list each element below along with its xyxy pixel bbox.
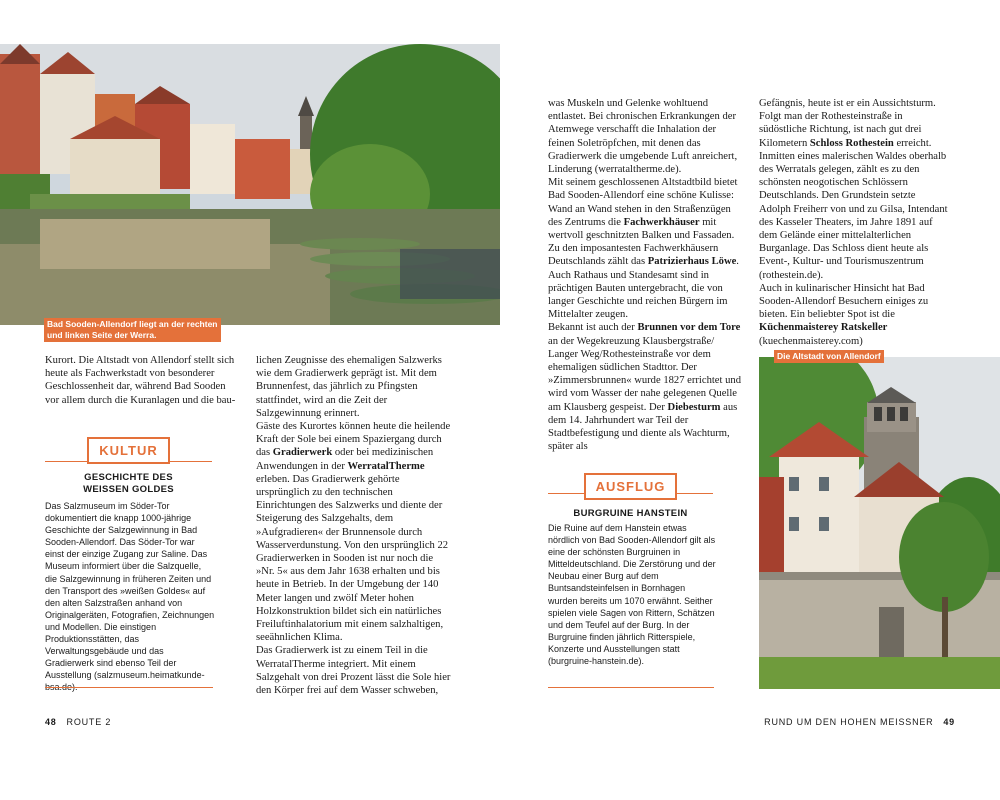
caption-line-2: und linken Seite der Werra. [47, 330, 157, 340]
right-footer [764, 717, 955, 727]
caption-line-1: Bad Sooden-Allendorf liegt an der rechten [47, 319, 218, 329]
river-photo [0, 44, 500, 325]
left-column-2 [256, 354, 452, 697]
ausflug-box-text: Die Ruine auf dem Hanstein etwas nördlich von Bad Sooden-Allendorf gilt als eine der schönsten Burgruinen in Mitteldeutschland. Die Zerstörung und der Neubau einer Burg auf dem Buntsandsteinfelsen in Bornhagen wurden bereits um 1070 erwähnt. Seither spielen viele Sagen von Rittern, Schätzen und dem Teufel auf der Burg. In der Burgruine finden jährlich Ritterspiele, Konzerte und Ausstellungen statt (burgruine-hanstein.de). [548, 523, 716, 667]
kultur-box-header [45, 437, 212, 496]
col2-p3: Das Gradierwerk ist zu einem Teil in die WerratalTherme integriert. Mit einem Salzgehalt von drei Prozent lässt die Sole hier den Körper frei auf dem Wasser schweben, [256, 645, 451, 697]
river-photo-caption [44, 318, 221, 342]
kultur-box-text: Das Salzmuseum im Söder-Tor dokumentiert die knapp 1000-jährige Geschichte der Salzgewinnung in Bad Sooden-Allendorf. Das Söder-Tor war einst der einzige Zugang zur Saline. Das Museum informiert über die Salzquelle, die Salzgewinnung in früheren Zeiten und den Transport des »weißen Goldes« auf den alten Salzstraßen anhand von Originalgeräten, Fotografien, Zeichnungen und Modellen. Die einstigen Produktionsstätten, das Verwaltungsgebäude und das Gradierwerk sind ebenso Teil der Ausstellung (salzmuseum.heimatkunde- [45, 501, 215, 681]
ausflug-title: BURGRUINE HANSTEIN [573, 508, 688, 519]
col3-p2: Mit seinem geschlossenen Altstadtbild bietet Bad Sooden-Allendorf eine schöne Kulisse: Wand an Wand stehen in den Straßenzügen des Zentrums die Fachwerkhäuser mit wertvoll geschnitzten Balken und Fassaden. Zu den imposantesten Fachwerkhäusern Deutschlands zählt das Patrizierhaus Löwe. Auch Rathaus und Standesamt sind in prächtigen Bauten untergebracht, die von langer Geschichte und reichen Bürgern im Mittelalter zeugen. [548, 177, 739, 321]
col1-paragraph: Kurort. Die Altstadt von Allendorf stellt sich heute als Fachwerkstadt von besonderer Geschlossenheit dar, während Bad Sooden vor allem durch die Kuranlagen und die bau- [45, 355, 236, 406]
col2-p1: lichen Zeugnisse des ehemaligen Salzwerks wie dem Gradierwerk geprägt ist. Mit dem Brunnenfest, das jährlich zu Pfingsten stattfindet, wird an die Zeit der Salzgewinnung erinnert. [256, 355, 442, 419]
ausflug-box-bottom-line [548, 687, 714, 688]
left-page-number: 48 [45, 717, 57, 727]
col4-p2: Auch in kulinarischer Hinsicht hat Bad Sooden-Allendorf Besuchern einiges zu bieten. Ein beliebter Spot ist die Küchenmaisterey Ratskeller (kuechenmaisterey.com) [759, 282, 929, 347]
col4-p1: Gefängnis, heute ist er ein Aussichtsturm. Folgt man der Rothesteinstraße in südöstliche Richtung, ist nach gut drei Kilometern Schloss Rothestein erreicht. Inmitten eines malerischen Waldes oberhalb des Werratals gelegen, zählt es zu den schönsten neogotischen Schlössern Deutschlands. Den Grundstein setzte Adolph Freiherr von und zu Gilsa, Intendant des Kasseler Theaters, im Jahre 1891 auf dem Gelände einer mittelalterlichen Burganlage. Das Schloss dient heute als Event-, Kultur- und Tourismuszentrum (rothestein.de). [759, 98, 948, 281]
left-footer-label: ROUTE 2 [66, 717, 112, 727]
right-column-1 [548, 97, 742, 453]
ausflug-tag: AUSFLUG [584, 473, 678, 500]
ausflug-box-header [548, 473, 713, 520]
kultur-box-bottom-line [45, 687, 213, 688]
kultur-title-2: WEISSEN GOLDES [83, 484, 174, 495]
col3-p1: was Muskeln und Gelenke wohltuend entlastet. Bei chronischen Erkrankungen der Atemwege verschafft die Inhalation der feinen Soletröpfchen, mit denen das Gradierwerk die umgebende Luft anreichert, Linderung (werrataltherme.de). [548, 98, 738, 176]
church-photo-caption: Die Altstadt von Allendorf [774, 350, 884, 363]
right-column-2 [759, 97, 949, 348]
right-footer-label: RUND UM DEN HOHEN MEISSNER [764, 717, 934, 727]
col3-p3: Bekannt ist auch der Brunnen vor dem Tore an der Wegekreuzung Klausbergstraße/ Langer Weg/Rothesteinstraße vor dem ehemaligen südlichen Stadttor. Der »Zimmersbrunnen« wurde 1827 errichtet und wird vom Wasser der nahe gelegenen Quelle am Klausberg gespeist. Der Diebesturm aus dem 14. Jahrhundert war Teil der Stadtbefestigung und diente als Wachturm, später als [548, 322, 741, 453]
church-photo [759, 357, 1000, 689]
left-footer [45, 717, 111, 727]
left-column-1 [45, 354, 241, 407]
right-page-number: 49 [943, 717, 955, 727]
kultur-title-1: GESCHICHTE DES [84, 472, 173, 483]
col2-p2: Gäste des Kurortes können heute die heilende Kraft der Sole bei einem Spaziergang durch das Gradierwerk oder bei medizinischen Anwendungen in der WerratalTherme erleben. Das Gradierwerk gehörte ursprünglich zu den technischen Einrichtungen des Salzwerks und diente der Steigerung des Salzgehalts, dem »Aufgradieren« der Brunnensole durch Wasserverdunstung. Von den ursprünglich 22 Gradierwerken in Sooden ist nur noch die »Nr. 5« aus dem Jahr 1638 erhalten und bis heute in Betrieb. In der Umgebung der 140 Meter langen und zwölf Meter hohen Holzkonstruktion bildet sich ein natürliches Freiluftinhalatorium mit einem salzhaltigen, seeähnlichen Klima. [256, 421, 451, 644]
kultur-tag: KULTUR [87, 437, 169, 464]
